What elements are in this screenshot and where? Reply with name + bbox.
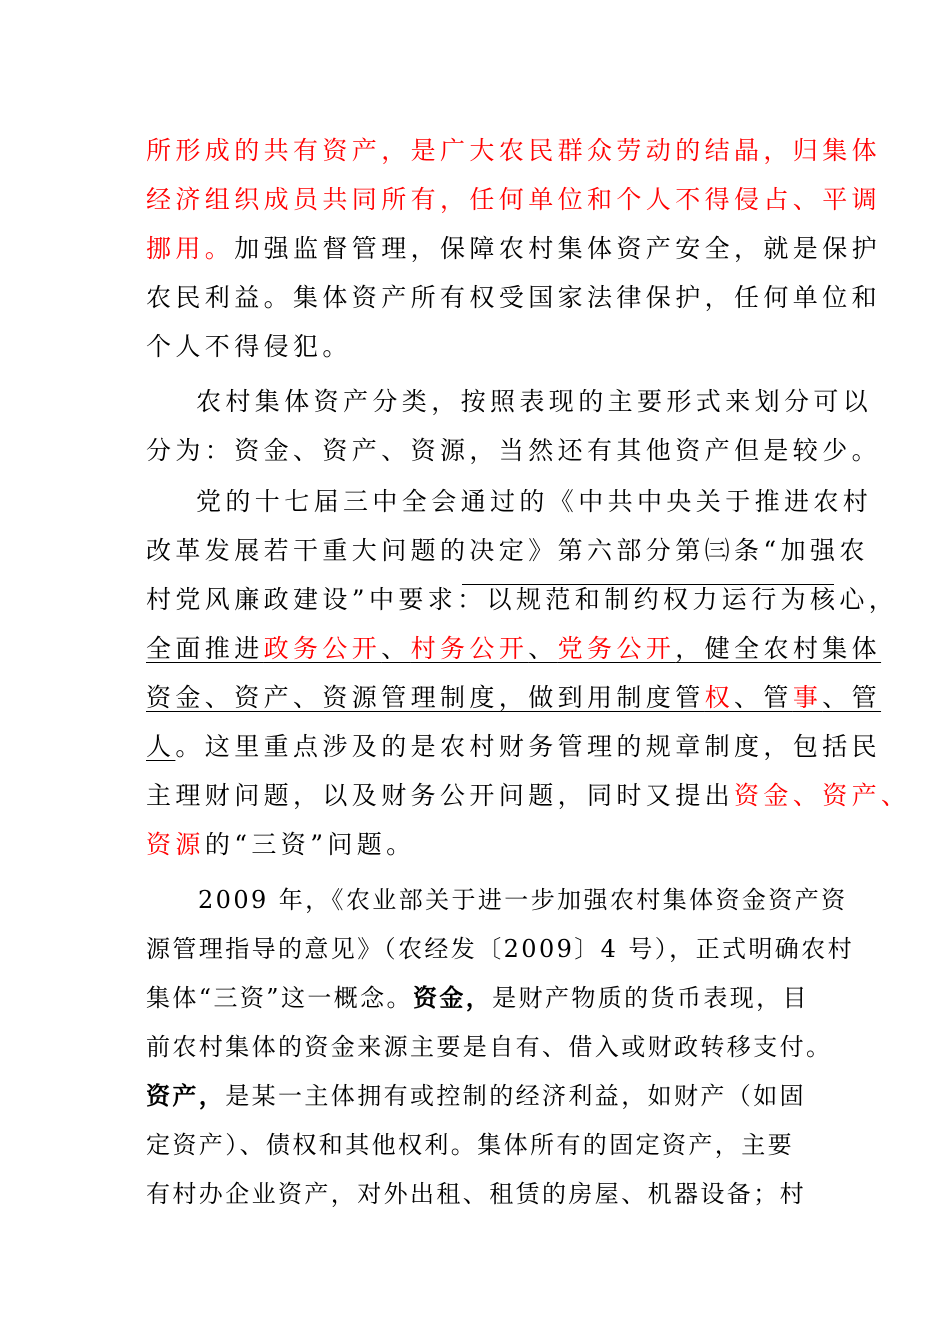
underlined-text: 、 (381, 634, 411, 663)
text-line (146, 779, 910, 813)
text-line: 分为：资金、资产、资源，当然还有其他资产但是较少。 (146, 436, 882, 465)
underlined-text: 以规范和制约权力运行为核心， (486, 585, 899, 614)
body-text: 是某一主体拥有或控制的经济利益，如财产（如固 (225, 1082, 807, 1110)
body-text: 村党风廉政建设”中要求： (146, 585, 487, 614)
underline-rule (462, 584, 834, 585)
text-line (146, 981, 809, 1015)
underlined-text: ，健全农村集体 (675, 634, 882, 663)
body-text: 的“三资”问题。 (204, 830, 416, 859)
paragraph-first-line: 2009 年，《农业部关于进一步加强农村集体资金资产资 (198, 886, 848, 914)
highlight-text: 党务公开 (557, 634, 676, 663)
paragraph-first-line: 党的十七届三中全会通过的《中共中央关于推进农村 (196, 487, 873, 516)
highlight-text: 资金、资产、 (734, 781, 911, 810)
body-text: 是财产物质的货币表现，目 (492, 984, 809, 1012)
highlight-text: 政务公开 (263, 634, 382, 663)
underlined-text: 、管 (822, 683, 882, 712)
bold-term: 资金， (412, 983, 493, 1012)
text-line: 有村办企业资产，对外出租、租赁的房屋、机器设备；村 (146, 1180, 806, 1208)
underlined-text: 人 (146, 732, 176, 761)
underlined-text: 全面推进 (146, 634, 264, 663)
text-line (146, 828, 416, 862)
text-line: 个人不得侵犯。 (146, 332, 352, 361)
body-text: 加强监督管理，保障农村集体资产安全，就是保护 (234, 234, 882, 263)
text-line: 所形成的共有资产，是广大农民群众劳动的结晶，归集体 (146, 136, 882, 165)
highlight-text: 资源 (146, 830, 205, 859)
text-line (146, 583, 898, 617)
highlight-text: 权 (704, 683, 735, 712)
text-line (146, 730, 881, 764)
text-line (146, 232, 881, 266)
text-line: 前农村集体的资金来源主要是自有、借入或财政转移支付。 (146, 1033, 833, 1061)
body-text: 集体“三资”这一概念。 (146, 984, 413, 1012)
text-line: 经济组织成员共同所有，任何单位和个人不得侵占、平调 (146, 185, 882, 214)
bold-term: 资产， (146, 1081, 226, 1110)
body-text: 主理财问题，以及财务公开问题，同时又提出 (146, 781, 735, 810)
underlined-text: 、管 (734, 683, 793, 712)
text-line: 改革发展若干重大问题的决定》第六部分第㈢条“加强农 (146, 536, 869, 565)
underlined-line (146, 681, 881, 715)
text-line: 定资产）、债权和其他权利。集体所有的固定资产，主要 (146, 1131, 794, 1159)
highlight-text: 事 (792, 683, 823, 712)
paragraph-first-line: 农村集体资产分类，按照表现的主要形式来划分可以 (196, 387, 873, 416)
text-line: 源管理指导的意见》（农经发〔2009〕4 号），正式明确农村 (146, 935, 854, 963)
highlight-text: 村务公开 (410, 634, 529, 663)
text-line (146, 1079, 806, 1113)
text-line: 农民利益。集体资产所有权受国家法律保护，任何单位和 (146, 283, 882, 312)
body-text: 。这里重点涉及的是农村财务管理的规章制度，包括民 (175, 732, 882, 761)
underlined-line (146, 632, 881, 666)
underlined-text: 资金、资产、资源管理制度，做到用制度管 (146, 683, 705, 712)
highlight-text: 挪用。 (146, 234, 235, 263)
underlined-text: 、 (528, 634, 558, 663)
